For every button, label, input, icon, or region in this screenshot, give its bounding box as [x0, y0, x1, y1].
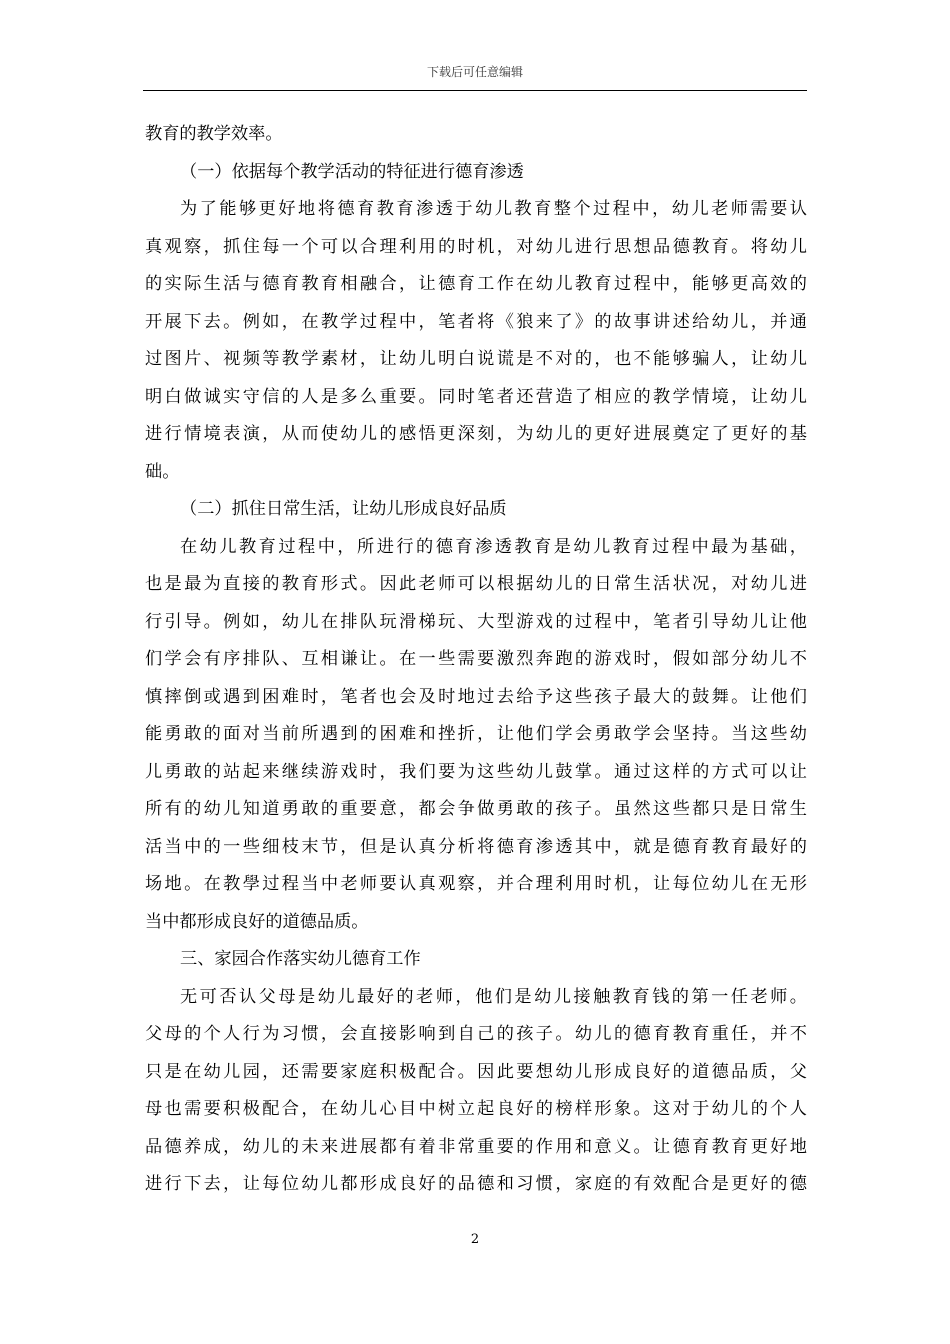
text-line: 们学会有序排队、互相谦让。在一些需要激烈奔跑的游戏时，假如部分幼儿不 — [145, 649, 807, 669]
text-line: 明白做诚实守信的人是多么重要。同时笔者还营造了相应的教学情境，让幼儿 — [145, 386, 807, 407]
text-line: 品德养成，幼儿的未来进展都有着非常重要的作用和意义。让德育教育更好地 — [145, 1136, 807, 1157]
text-line: 真观察，抓住每一个可以合理利用的时机，对幼儿进行思想品德教育。将幼儿 — [145, 236, 807, 257]
body-text — [145, 116, 807, 1204]
text-line: 进行情境表演，从而使幼儿的感悟更深刻，为幼儿的更好进展奠定了更好的基 — [145, 424, 807, 444]
page-number: 2 — [470, 1232, 480, 1247]
text-line: 三、家园合作落实幼儿德育工作 — [180, 949, 421, 969]
text-line: 的实际生活与德育教育相融合，让德育工作在幼儿教育过程中，能够更高效的 — [145, 274, 807, 294]
text-line: 在幼儿教育过程中，所进行的德育渗透教育是幼儿教育过程中最为基础， — [180, 536, 807, 557]
text-line: 儿勇敢的站起来继续游戏时，我们要为这些幼儿鼓掌。通过这样的方式可以让 — [145, 761, 807, 782]
text-line: 为了能够更好地将德育教育渗透于幼儿教育整个过程中，幼儿老师需要认 — [180, 199, 807, 219]
text-line: 母也需要积极配合，在幼儿心目中树立起良好的榜样形象。这对于幼儿的个人 — [145, 1099, 807, 1119]
text-line: 进行下去，让每位幼儿都形成良好的品德和习惯，家庭的有效配合是更好的德 — [145, 1174, 807, 1194]
text-line: 础。 — [145, 461, 180, 482]
text-line: 无可否认父母是幼儿最好的老师，他们是幼儿接触教育钱的第一任老师。 — [180, 986, 807, 1007]
text-line: 所有的幼儿知道勇敢的重要意，都会争做勇敢的孩子。虽然这些都只是日常生 — [145, 799, 807, 819]
text-line: （二）抓住日常生活，让幼儿形成良好品质 — [180, 499, 507, 519]
text-line: 教育的教学效率。 — [145, 124, 283, 144]
text-line: 当中都形成良好的道德品质。 — [145, 911, 369, 932]
text-line: 场地。在教學过程当中老师要认真观察，并合理利用时机，让每位幼儿在无形 — [145, 874, 807, 894]
header-rule — [143, 90, 807, 91]
text-line: 能勇敢的面对当前所遇到的困难和挫折，让他们学会勇敢学会坚持。当这些幼 — [145, 724, 807, 744]
text-line: 慎摔倒或遇到困难时，笔者也会及时地过去给予这些孩子最大的鼓舞。让他们 — [145, 686, 807, 707]
text-line: 也是最为直接的教育形式。因此老师可以根据幼儿的日常生活状况，对幼儿进 — [145, 574, 807, 594]
text-line: 只是在幼儿园，还需要家庭积极配合。因此要想幼儿形成良好的道德品质，父 — [145, 1061, 807, 1082]
text-line: 行引导。例如，幼儿在排队玩滑梯玩、大型游戏的过程中，笔者引导幼儿让他 — [145, 611, 807, 632]
text-line: 父母的个人行为习惯，会直接影响到自己的孩子。幼儿的德育教育重任，并不 — [145, 1024, 807, 1044]
page-header: 下载后可任意编辑 — [426, 65, 523, 79]
text-line: （一）依据每个教学活动的特征进行德育渗透 — [180, 161, 524, 182]
text-line: 活当中的一些细枝末节，但是认真分析将德育渗透其中，就是德育教育最好的 — [145, 836, 807, 857]
text-line: 过图片、视频等教学素材，让幼儿明白说谎是不对的，也不能够骗人，让幼儿 — [145, 349, 807, 369]
text-line: 开展下去。例如，在教学过程中，笔者将《狼来了》的故事讲述给幼儿，并通 — [145, 311, 807, 332]
